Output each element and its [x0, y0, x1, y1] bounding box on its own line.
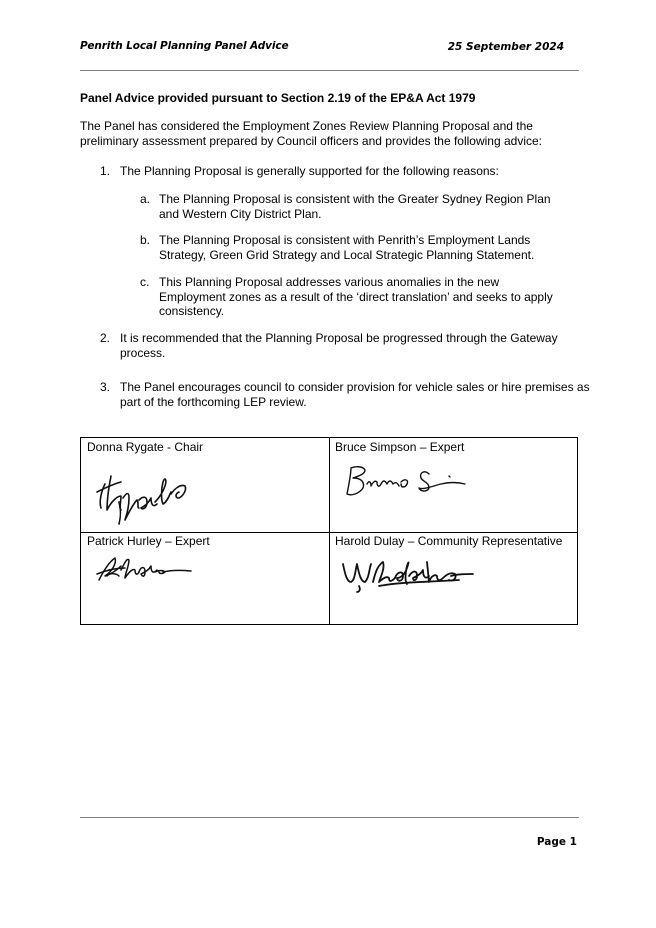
subitem-line: The Planning Proposal is consistent with Penrith’s Employment Lands: [159, 233, 531, 247]
section-heading: Panel Advice provided pursuant to Section 2.19 of the EP&A Act 1979: [80, 91, 476, 105]
subitem-line: and Western City District Plan.: [159, 206, 322, 221]
handwritten-signature-icon: [337, 460, 477, 500]
signature-cell-expert-1: [329, 438, 577, 532]
subitem-letter: a.: [140, 192, 151, 206]
handwritten-signature-icon: [339, 552, 479, 594]
subitem-line: Strategy, Green Grid Strategy and Local Strategic Planning Statement.: [159, 247, 535, 262]
item-line: The Planning Proposal is generally supported for the following reasons:: [120, 164, 499, 178]
intro-paragraph: [80, 119, 580, 148]
signature-cell-community: [329, 532, 577, 624]
subitem-line: consistency.: [159, 304, 225, 318]
item-number: 3.: [100, 380, 111, 394]
handwritten-signature-icon: [91, 462, 201, 526]
item-line: It is recommended that the Planning Proposal be progressed through the Gateway: [120, 331, 558, 345]
item-line: The Panel encourages council to consider provision for vehicle sales or hire premises as: [120, 380, 590, 394]
subitem-line: The Planning Proposal is consistent with the Greater Sydney Region Plan: [159, 192, 551, 206]
signature-table: [80, 437, 578, 625]
item-line: part of the forthcoming LEP review.: [120, 394, 307, 409]
item-number: 2.: [100, 331, 111, 345]
subitem-text: [159, 192, 551, 221]
header-divider: [80, 70, 579, 71]
signature-cell-chair: [81, 438, 329, 532]
signatory-name: Donna Rygate - Chair: [87, 440, 204, 454]
subitem-line: This Planning Proposal addresses various anomalies in the new: [159, 275, 500, 289]
intro-line: The Panel has considered the Employment Zones Review Planning Proposal and the: [80, 119, 533, 133]
handwritten-signature-icon: [93, 552, 193, 586]
subitem-text: [159, 275, 553, 319]
page-header: [80, 40, 578, 62]
header-date: 25 September 2024: [447, 41, 564, 53]
intro-line: preliminary assessment prepared by Council officers and provides the following advice:: [80, 133, 543, 148]
subitem-letter: b.: [140, 233, 151, 247]
item-text: [120, 331, 558, 360]
header-title: Penrith Local Planning Panel Advice: [80, 40, 289, 52]
subitem-text: [159, 233, 534, 262]
signatory-name: Patrick Hurley – Expert: [87, 534, 210, 548]
subitem-letter: c.: [140, 275, 150, 289]
signatory-name: Bruce Simpson – Expert: [335, 440, 465, 454]
item-line: process.: [120, 345, 166, 360]
item-number: 1.: [100, 164, 111, 178]
item-text: [120, 164, 499, 179]
signature-cell-expert-2: [81, 532, 329, 624]
subitem-line: Employment zones as a result of the ‘direct translation’ and seeks to apply: [159, 289, 553, 304]
signatory-name: Harold Dulay – Community Representative: [335, 534, 563, 548]
item-text: [120, 380, 590, 409]
footer-divider: [80, 817, 579, 818]
page-number: Page 1: [536, 836, 577, 848]
